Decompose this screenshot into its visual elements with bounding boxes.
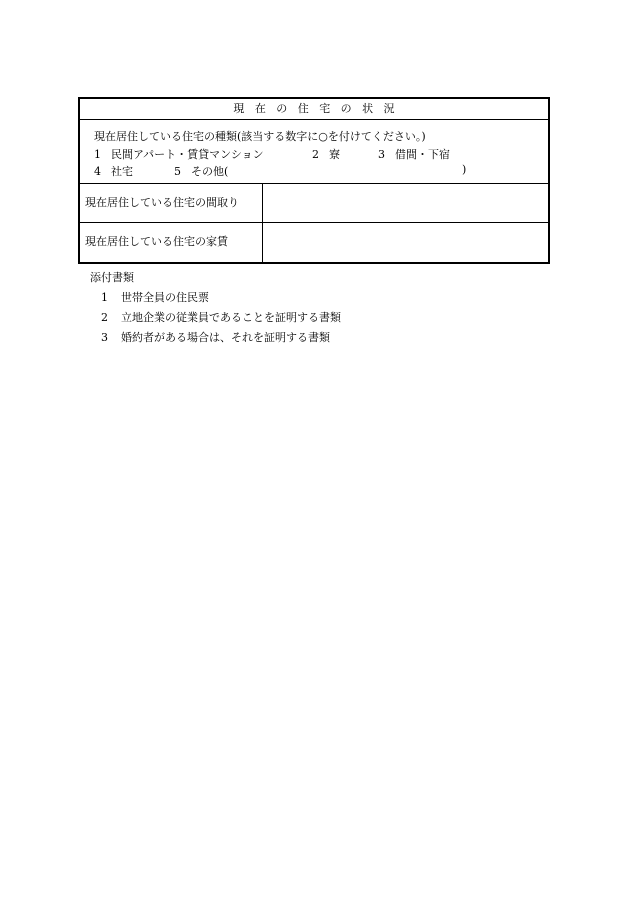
option-label: 寮 bbox=[329, 148, 340, 161]
attachment-item bbox=[101, 310, 341, 326]
attachment-number: 1 bbox=[101, 291, 108, 304]
attachment-number: 2 bbox=[101, 311, 108, 324]
table-title: 現在の住宅の状況 bbox=[233, 102, 406, 115]
attachments-heading: 添付書類 bbox=[90, 271, 134, 284]
rent-label: 現在居住している住宅の家賃 bbox=[80, 223, 263, 262]
option-number: 4 bbox=[94, 165, 101, 178]
table-title-row bbox=[80, 99, 548, 120]
option-number: 1 bbox=[94, 148, 101, 161]
housing-status-table bbox=[78, 97, 550, 264]
housing-option-5[interactable] bbox=[174, 163, 228, 179]
option-number: 5 bbox=[174, 165, 181, 178]
rent-field[interactable] bbox=[263, 223, 548, 262]
option-label: 借間・下宿 bbox=[395, 148, 450, 161]
attachment-label: 婚約者がある場合は、それを証明する書類 bbox=[121, 331, 330, 344]
attachment-label: 立地企業の従業員であることを証明する書類 bbox=[121, 311, 341, 324]
floor-plan-label: 現在居住している住宅の間取り bbox=[80, 184, 263, 222]
attachment-number: 3 bbox=[101, 331, 108, 344]
housing-option-2[interactable] bbox=[312, 146, 340, 162]
housing-option-4[interactable] bbox=[94, 163, 133, 179]
floor-plan-field[interactable] bbox=[263, 184, 548, 222]
attachments-section bbox=[90, 270, 341, 350]
attachment-item bbox=[101, 330, 341, 346]
attachment-item bbox=[101, 290, 341, 306]
option-number: 3 bbox=[378, 148, 385, 161]
housing-option-3[interactable] bbox=[378, 146, 450, 162]
option-label: 民間アパート・賃貸マンション bbox=[111, 148, 264, 161]
housing-type-question: 現在居住している住宅の種類(該当する数字に○を付けてください。) bbox=[94, 130, 426, 143]
rent-row bbox=[80, 223, 548, 262]
housing-type-row bbox=[80, 120, 548, 184]
housing-option-1[interactable] bbox=[94, 146, 264, 162]
option-label: 社宅 bbox=[111, 165, 133, 178]
option-label: その他( bbox=[191, 165, 229, 178]
floor-plan-row bbox=[80, 184, 548, 223]
attachment-label: 世帯全員の住民票 bbox=[121, 291, 209, 304]
option-number: 2 bbox=[312, 148, 319, 161]
other-close-paren: ) bbox=[462, 163, 467, 176]
